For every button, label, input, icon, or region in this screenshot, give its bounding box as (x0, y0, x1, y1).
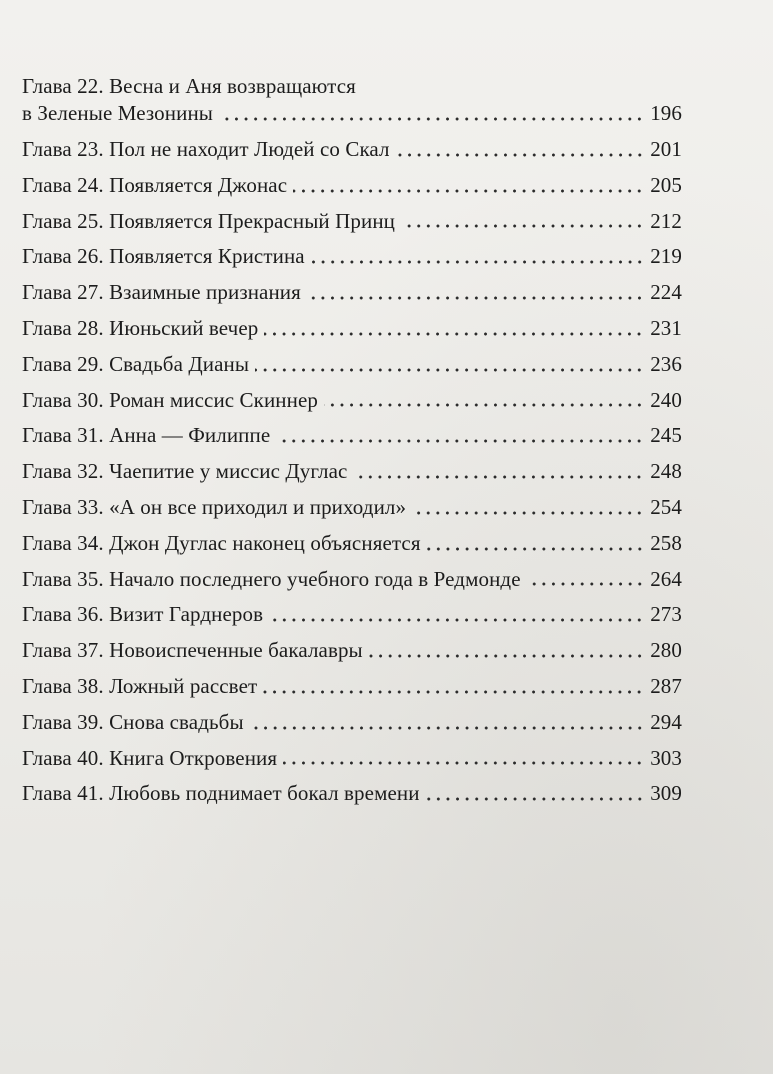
toc-entry-title: Глава 41. Любовь поднимает бокал времени (22, 781, 420, 806)
toc-entry (22, 526, 682, 562)
toc-entry (22, 311, 682, 347)
dot-leader (311, 260, 644, 264)
toc-entry-title: Глава 26. Появляется Кристина (22, 244, 305, 269)
toc-entry-page: 294 (650, 709, 682, 734)
dot-leader (269, 618, 644, 622)
toc-entry-page: 201 (650, 137, 682, 161)
toc-entry-page: 287 (650, 673, 682, 698)
toc-entry-title: Глава 40. Книга Откровения (22, 745, 278, 770)
toc-entry-title: Глава 27. Взаимные признания (22, 280, 301, 305)
toc-entry-title: Глава 38. Ложный рассвет (22, 673, 258, 698)
toc-entry (22, 454, 682, 490)
toc-entry (22, 347, 682, 383)
toc-entry-title: Глава 24. Появляется Джонас (22, 172, 288, 197)
dot-leader (283, 761, 644, 765)
toc-entry (22, 204, 682, 240)
toc-entry-page: 224 (650, 280, 682, 305)
toc-entry-page: 240 (650, 387, 682, 412)
toc-entry-title: Глава 34. Джон Дуглас наконец объясняется (22, 530, 421, 555)
toc-entry-title: Глава 36. Визит Гарднеров (22, 602, 264, 627)
dot-leader (293, 189, 644, 193)
dot-leader (276, 439, 644, 443)
dot-leader (527, 582, 645, 586)
toc-entry-page: 236 (650, 351, 682, 376)
toc-entry-title: Глава 37. Новоиспеченные бакалавры (22, 638, 363, 663)
dot-leader (307, 296, 644, 300)
toc-entry-page: 205 (650, 172, 682, 197)
toc-entry (22, 490, 682, 526)
toc-entry-title: в Зеленые Мезонины (22, 101, 213, 126)
dot-leader (324, 403, 644, 407)
toc-entry (22, 669, 682, 705)
toc-entry-title: Глава 33. «А он все приходил и приходил» (22, 494, 407, 519)
toc-entry-title: Глава 23. Пол не находит Людей со Скал (22, 137, 390, 161)
dot-leader (401, 224, 644, 228)
toc-entry-page: 245 (650, 423, 682, 448)
dot-leader (250, 726, 645, 730)
dot-leader (263, 690, 644, 694)
toc-entry (22, 275, 682, 311)
toc-entry-title: Глава 39. Снова свадьбы (22, 709, 244, 734)
dot-leader (353, 475, 644, 479)
dot-leader (219, 117, 644, 121)
toc-entry-page: 196 (650, 101, 682, 126)
dot-leader (412, 511, 644, 515)
toc-entry-page: 248 (650, 459, 682, 484)
dot-leader (255, 368, 644, 372)
toc-entry (22, 76, 682, 132)
toc-entry (22, 132, 682, 168)
dot-leader (369, 654, 644, 658)
toc-entry (22, 597, 682, 633)
toc-entry (22, 633, 682, 669)
dot-leader (264, 332, 644, 336)
toc-entry (22, 239, 682, 275)
toc-entry (22, 383, 682, 419)
toc-entry (22, 418, 682, 454)
toc-entry-title: Глава 29. Свадьба Дианы (22, 351, 250, 376)
toc-entry-page: 254 (650, 494, 682, 519)
dot-leader (396, 153, 645, 157)
dot-leader (426, 797, 645, 801)
toc-entry-page: 280 (650, 638, 682, 663)
toc-entry-page: 219 (650, 244, 682, 269)
toc-entry-title: Глава 32. Чаепитие у миссис Дуглас (22, 459, 348, 484)
toc-entry-title: Глава 35. Начало последнего учебного года в Редмонде (22, 566, 521, 591)
toc-entry (22, 741, 682, 777)
toc-entry-page: 258 (650, 530, 682, 555)
toc-entry-title: Глава 30. Роман миссис Скиннер (22, 387, 319, 412)
toc-entry-page: 303 (650, 745, 682, 770)
toc-entry-title: Глава 28. Июньский вечер (22, 315, 259, 340)
toc-entry-page: 231 (650, 315, 682, 340)
table-of-contents (22, 76, 682, 812)
dot-leader (427, 547, 645, 551)
toc-entry-title: Глава 31. Анна — Филиппе (22, 423, 271, 448)
toc-entry (22, 168, 682, 204)
toc-entry (22, 776, 682, 812)
toc-entry-page: 264 (650, 566, 682, 591)
toc-entry-page: 309 (650, 781, 682, 806)
toc-entry (22, 705, 682, 741)
toc-entry-title-line1: Глава 22. Весна и Аня возвращаются (22, 74, 356, 98)
toc-entry-page: 273 (650, 602, 682, 627)
toc-entry (22, 562, 682, 598)
toc-entry-page: 212 (650, 208, 682, 233)
toc-entry-title: Глава 25. Появляется Прекрасный Принц (22, 208, 396, 233)
